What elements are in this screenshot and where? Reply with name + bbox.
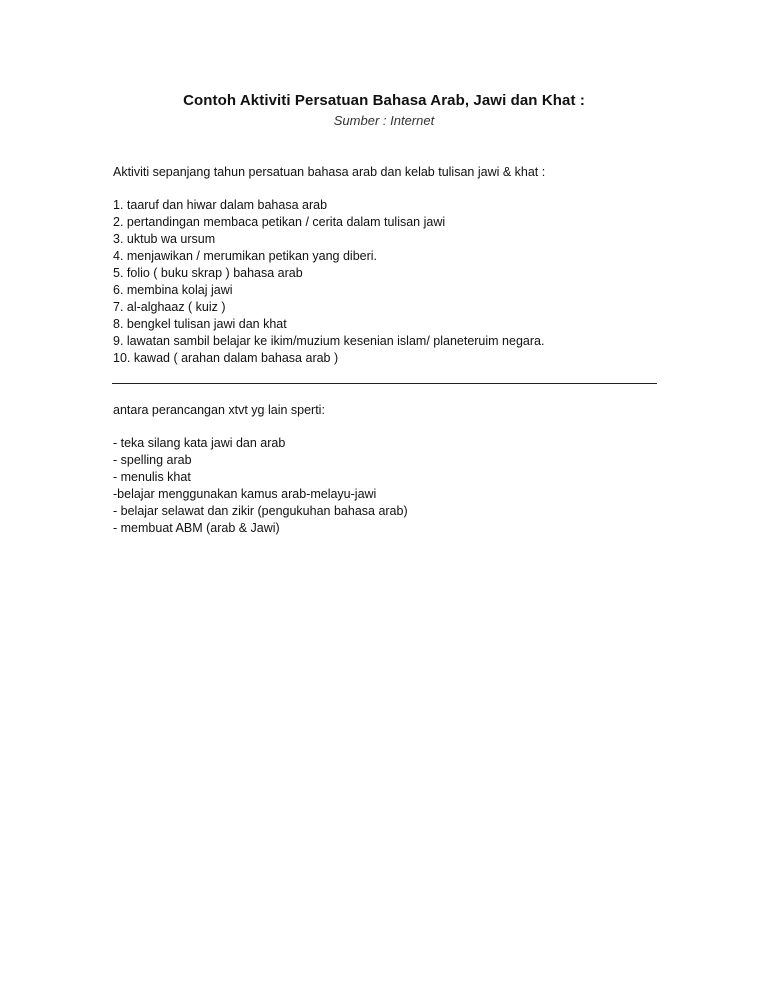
list-item: 6. membina kolaj jawi: [113, 283, 233, 297]
list-item: 1. taaruf dan hiwar dalam bahasa arab: [113, 198, 328, 212]
list-item: 7. al-alghaaz ( kuiz ): [113, 300, 226, 314]
list-item: 3. uktub wa ursum: [113, 232, 216, 246]
section1-intro: Aktiviti sepanjang tahun persatuan bahasa arab dan kelab tulisan jawi & khat :: [113, 165, 546, 179]
list-item: - teka silang kata jawi dan arab: [113, 436, 286, 450]
section2-intro: antara perancangan xtvt yg lain sperti:: [113, 403, 325, 417]
document-subtitle: Sumber : Internet: [333, 113, 435, 128]
list-item: - menulis khat: [113, 470, 191, 484]
list-item: - membuat ABM (arab & Jawi): [113, 521, 280, 535]
section1-list: [113, 197, 544, 367]
list-item: 4. menjawikan / merumikan petikan yang diberi.: [113, 249, 378, 263]
horizontal-divider: [112, 383, 657, 384]
list-item: 2. pertandingan membaca petikan / cerita dalam tulisan jawi: [113, 215, 446, 229]
list-item: 8. bengkel tulisan jawi dan khat: [113, 317, 287, 331]
list-item: 9. lawatan sambil belajar ke ikim/muzium kesenian islam/ planeteruim negara.: [113, 334, 545, 348]
list-item: 10. kawad ( arahan dalam bahasa arab ): [113, 351, 339, 365]
document-title: Contoh Aktiviti Persatuan Bahasa Arab, Jawi dan Khat :: [183, 92, 585, 109]
list-item: 5. folio ( buku skrap ) bahasa arab: [113, 266, 303, 280]
section2-list: [113, 435, 408, 537]
list-item: - belajar selawat dan zikir (pengukuhan bahasa arab): [113, 504, 408, 518]
list-item: -belajar menggunakan kamus arab-melayu-jawi: [113, 487, 377, 501]
list-item: - spelling arab: [113, 453, 192, 467]
